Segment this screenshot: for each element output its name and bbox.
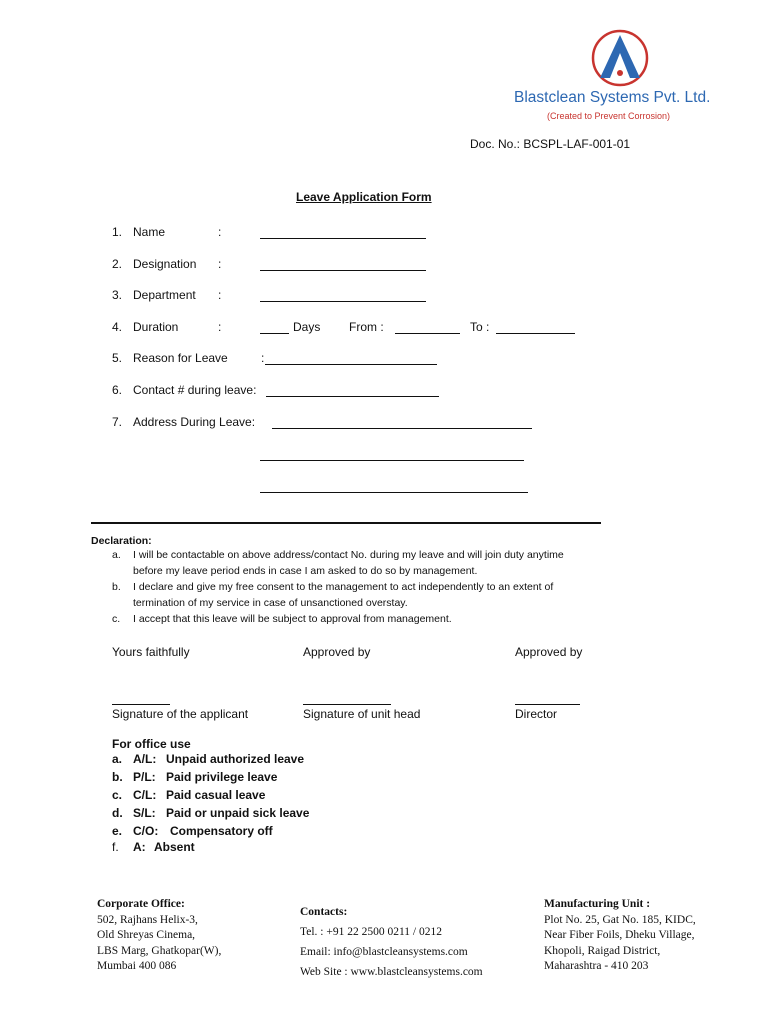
corporate-address-line: 502, Rajhans Helix-3, (97, 913, 198, 926)
field-colon: : (261, 351, 265, 365)
department-label: Department (133, 288, 196, 302)
contacts-heading: Contacts: (300, 906, 348, 918)
office-use-text: Compensatory off (170, 824, 273, 838)
company-tagline: (Created to Prevent Corrosion) (547, 111, 671, 121)
field-colon: : (218, 225, 222, 239)
office-use-code: A/L: (133, 752, 157, 766)
office-use-marker: d. (112, 806, 123, 820)
director-signature-line[interactable] (515, 703, 580, 705)
declaration-marker: a. (112, 549, 121, 561)
field-colon: : (218, 320, 222, 334)
from-label: From : (349, 320, 384, 334)
office-use-code: S/L: (133, 806, 156, 820)
approved-by-label: Approved by (515, 645, 583, 659)
field-number: 2. (112, 257, 123, 271)
company-name: Blastclean Systems Pvt. Ltd. (514, 89, 711, 106)
approved-by-label: Approved by (303, 645, 371, 659)
document-number: Doc. No.: BCSPL-LAF-001-01 (470, 137, 631, 151)
applicant-signature-line[interactable] (112, 703, 170, 705)
manufacturing-address-line: Khopoli, Raigad District, (544, 944, 661, 957)
contact-email[interactable]: Email: info@blastcleansystems.com (300, 946, 468, 958)
manufacturing-address-line: Maharashtra - 410 203 (544, 960, 649, 972)
unit-head-signature-label: Signature of unit head (303, 707, 421, 721)
declaration-marker: b. (112, 581, 121, 593)
manufacturing-address-line: Plot No. 25, Gat No. 185, KIDC, (544, 913, 696, 926)
unit-head-signature-line[interactable] (303, 703, 391, 705)
triangle-in-circle-logo-icon (590, 28, 650, 88)
yours-faithfully-label: Yours faithfully (112, 645, 190, 659)
office-use-code: C/O: (133, 824, 159, 838)
director-signature-label: Director (515, 707, 558, 721)
form-title: Leave Application Form (296, 190, 432, 204)
declaration-c-line-1: I accept that this leave will be subject to approval from management. (133, 613, 452, 625)
declaration-a-line-2: before my leave period ends in case I am asked to do so by management. (133, 565, 478, 577)
manufacturing-unit-block (544, 897, 696, 975)
office-use-code: A: (133, 840, 146, 854)
office-use-marker: c. (112, 788, 123, 802)
declaration-a-line-1: I will be contactable on above address/contact No. during my leave and will join duty anytime (133, 549, 564, 561)
declaration-heading: Declaration: (91, 535, 152, 547)
corporate-address-line: Old Shreyas Cinema, (97, 929, 196, 941)
field-colon: : (218, 257, 222, 271)
office-use-text: Paid casual leave (166, 788, 266, 802)
manufacturing-unit-heading: Manufacturing Unit : (544, 898, 651, 910)
department-field[interactable] (260, 289, 426, 302)
reason-field[interactable] (265, 352, 437, 365)
address-field-line-3[interactable] (260, 480, 528, 493)
field-number: 6. (112, 383, 123, 397)
office-use-code: C/L: (133, 788, 157, 802)
section-divider (91, 522, 601, 524)
field-number: 1. (112, 225, 123, 239)
declaration-b-line-2: termination of my service in case of unsanctioned overstay. (133, 597, 408, 609)
to-label: To : (470, 320, 490, 334)
duration-label: Duration (133, 320, 179, 334)
office-use-code: P/L: (133, 770, 156, 784)
corporate-office-block (97, 897, 221, 975)
name-label: Name (133, 225, 166, 239)
reason-label: Reason for Leave (133, 351, 228, 365)
address-field-line-2[interactable] (260, 448, 524, 461)
field-number: 4. (112, 320, 123, 334)
field-number: 7. (112, 415, 123, 429)
office-use-marker: a. (112, 752, 123, 766)
office-use-heading: For office use (112, 737, 191, 751)
contact-phone: Tel. : +91 22 2500 0211 / 0212 (300, 926, 442, 938)
designation-field[interactable] (260, 258, 426, 271)
contacts-block (300, 902, 483, 982)
contact-field[interactable] (266, 384, 439, 397)
from-date-field[interactable] (395, 321, 460, 334)
office-use-marker: f. (112, 840, 119, 854)
office-use-marker: e. (112, 824, 123, 838)
field-number: 3. (112, 288, 123, 302)
contact-label: Contact # during leave: (133, 383, 257, 397)
duration-days-field[interactable] (260, 321, 289, 334)
office-use-text: Unpaid authorized leave (166, 752, 305, 766)
corporate-address-line: LBS Marg, Ghatkopar(W), (97, 944, 222, 957)
contact-website[interactable]: Web Site : www.blastcleansystems.com (300, 966, 483, 978)
applicant-signature-label: Signature of the applicant (112, 707, 249, 721)
manufacturing-address-line: Near Fiber Foils, Dheku Village, (544, 929, 695, 941)
days-label: Days (293, 320, 321, 334)
corporate-office-heading: Corporate Office: (97, 898, 185, 910)
office-use-text: Paid or unpaid sick leave (166, 806, 310, 820)
address-label: Address During Leave: (133, 415, 256, 429)
name-field[interactable] (260, 226, 426, 239)
office-use-text: Paid privilege leave (166, 770, 278, 784)
to-date-field[interactable] (496, 321, 575, 334)
field-colon: : (218, 288, 222, 302)
field-number: 5. (112, 351, 123, 365)
designation-label: Designation (133, 257, 197, 271)
declaration-marker: c. (112, 613, 121, 625)
declaration-b-line-1: I declare and give my free consent to the management to act independently to an extent of (133, 581, 554, 593)
office-use-marker: b. (112, 770, 123, 784)
corporate-address-line: Mumbai 400 086 (97, 960, 177, 972)
office-use-text: Absent (154, 840, 195, 854)
address-field-line-1[interactable] (272, 416, 532, 429)
